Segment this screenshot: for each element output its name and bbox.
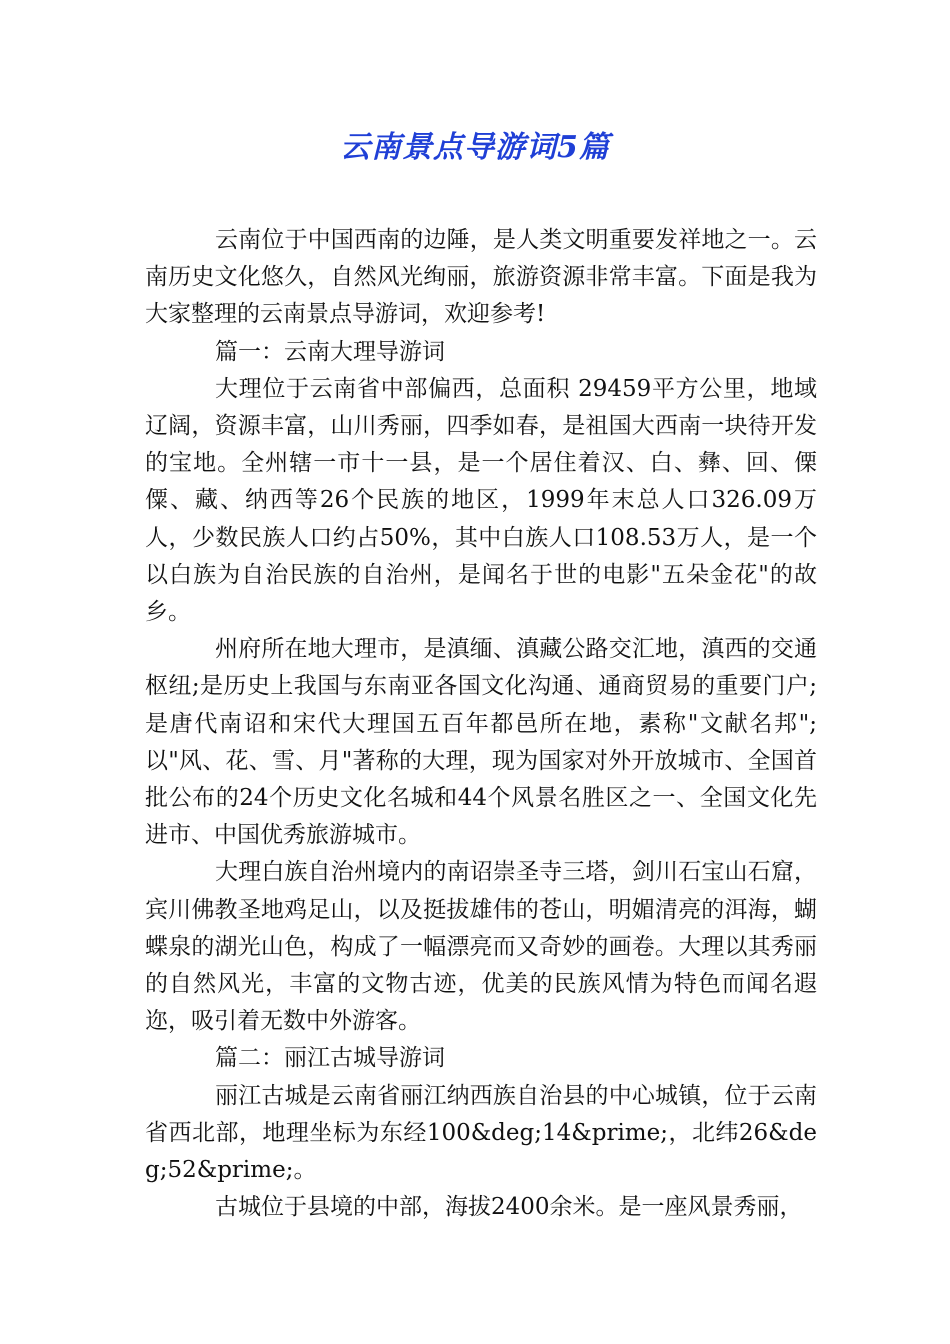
paragraph-lijiang-altitude: 古城位于县境的中部，海拔2400余米。是一座风景秀丽， — [215, 1194, 803, 1221]
document-body — [145, 222, 817, 1226]
paragraph-dali-city: 州府所在地大理市，是滇缅、滇藏公路交汇地，滇西的交通枢纽;是历史上我国与东南亚各国文化沟通、通商贸易的重要门户;是唐代南诏和宋代大理国五百年都邑所在地，素称"文献名邦";以"风、花、雪、月"著称的大理，现为国家对外开放城市、全国首批公布的24个历史文化名城和44个风景名胜区之一、全国文化先进市、中国优秀旅游城市。 — [145, 636, 817, 849]
document-title: 云南景点导游词5篇 — [340, 130, 610, 165]
paragraph-intro: 云南位于中国西南的边陲，是人类文明重要发祥地之一。云南历史文化悠久，自然风光绚丽，旅游资源非常丰富。下面是我为大家整理的云南景点导游词，欢迎参考! — [145, 227, 817, 328]
paragraph-lijiang-location: 丽江古城是云南省丽江纳西族自治县的中心城镇，位于云南省西北部，地理坐标为东经100&deg;14&prime;，北纬26&deg;52&prime;。 — [145, 1082, 817, 1184]
section-heading-dali: 篇一：云南大理导游词 — [215, 338, 445, 365]
paragraph-dali-overview: 大理位于云南省中部偏西，总面积 29459平方公里，地域辽阔，资源丰富，山川秀丽，四季如春，是祖国大西南一块待开发的宝地。全州辖一市十一县，是一个居住着汉、白、彝、回、傈僳、藏、纳西等26个民族的地区，1999年末总人口326.09万人，少数民族人口约占50%，其中白族人口108.53万人，是一个以白族为自治民族的自治州，是闻名于世的电影"五朵金花"的故乡。 — [145, 375, 817, 626]
section-heading-lijiang: 篇二：丽江古城导游词 — [215, 1045, 445, 1072]
paragraph-dali-sights: 大理白族自治州境内的南诏崇圣寺三塔，剑川石宝山石窟，宾川佛教圣地鸡足山，以及挺拔雄伟的苍山，明媚清亮的洱海，蝴蝶泉的湖光山色，构成了一幅漂亮而又奇妙的画卷。大理以其秀丽的自然风光，丰富的文物古迹，优美的民族风情为特色而闻名遐迩，吸引着无数中外游客。 — [145, 859, 817, 1035]
